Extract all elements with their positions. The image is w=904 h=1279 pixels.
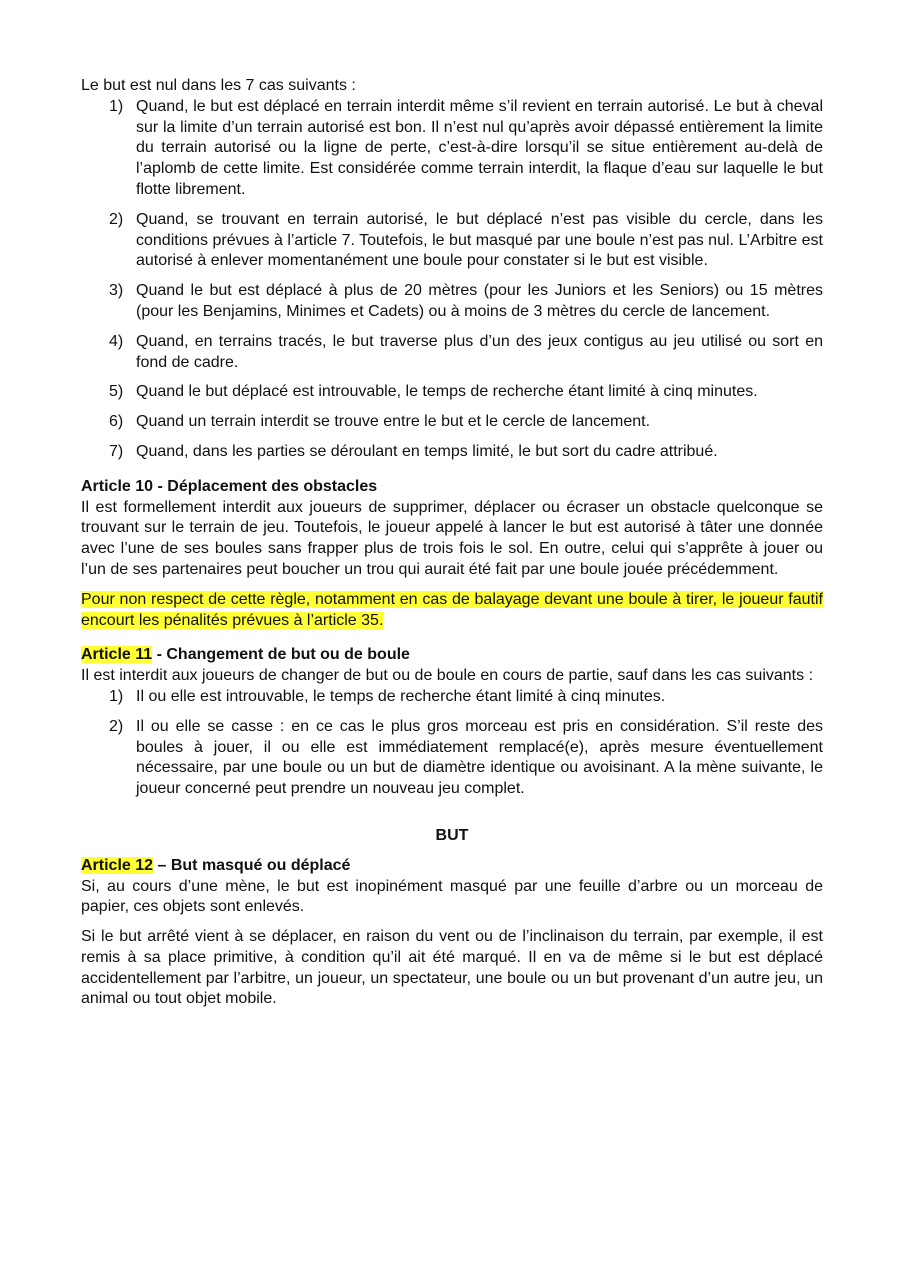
cases-list [81,97,823,463]
article-12-para-1: Si, au cours d’une mène, le but est inopinément masqué par une feuille d’arbre ou un morceau de papier, ces objets sont enlevés. [81,877,823,916]
list-item [81,442,823,463]
list-number: 3) [109,282,124,300]
list-item [81,382,823,403]
list-item [81,332,823,374]
list-text: Quand le but déplacé est introuvable, le temps de recherche étant limité à cinq minutes. [136,383,758,401]
list-item [81,97,823,201]
list-number: 1) [109,687,124,705]
article-10-note [81,590,823,632]
list-number: 2) [109,717,124,735]
list-number: 5) [109,383,124,401]
document-body [81,76,823,1010]
list-number: 6) [109,413,124,431]
article-11-body: Il est interdit aux joueurs de changer de but ou de boule en cours de partie, sauf dans les cas suivants : [81,667,814,685]
list-number: 7) [109,442,124,460]
article-12-heading: – But masqué ou déplacé [153,856,351,874]
list-text: Quand, en terrains tracés, le but traverse plus d’un des jeux contigus au jeu utilisé ou sort en fond de cadre. [136,332,823,371]
section-heading: BUT [435,826,469,844]
article-10-body: Il est formellement interdit aux joueurs de supprimer, déplacer ou écraser un obstacle quelconque se trouvant sur le terrain de jeu. Toutefois, le joueur appelé à lancer le but est autorisé à tâter une donnée avec l’une de ses boules sans frapper plus de trois fois le sol. En outre, celui qui s’apprête à jouer ou l’un de ses partenaires peut boucher un trou qui aurait été fait par une boule jouée précédemment. [81,498,823,578]
list-text: Il ou elle est introuvable, le temps de recherche étant limité à cinq minutes. [136,687,666,705]
list-text: Il ou elle se casse : en ce cas le plus gros morceau est pris en considération. S’il reste des boules à jouer, il ou elle est immédiatement remplacé(e), après mesure éventuellement nécessaire, par une boule ou un but de diamètre identique ou avoisinant. A la mène suivante, le joueur concerné peut prendre un nouveau jeu complet. [136,717,823,798]
list-text: Quand, le but est déplacé en terrain interdit même s’il revient en terrain autorisé. Le but à cheval sur la limite d’un terrain autorisé est bon. Il n’est nul qu’après avoir dépassé entièrement la limite du terrain autorisé ou la ligne de perte, c’est-à-dire lorsqu’il se situe entièrement au-delà de l’aplomb de cette limite. Est considérée comme terrain interdit, la flaque d’eau sur laquelle le but flotte librement. [136,97,823,198]
intro-text: Le but est nul dans les 7 cas suivants : [81,77,356,94]
article-11-number: Article 11 [81,646,153,664]
article-11-list [81,687,823,800]
article-11-title [81,645,823,666]
article-10-title: Article 10 - Déplacement des obstacles [81,477,378,495]
article-12-number: Article 12 [81,856,154,874]
list-item [81,210,823,272]
list-number: 1) [109,97,124,115]
list-text: Quand un terrain interdit se trouve entre le but et le cercle de lancement. [136,413,651,431]
list-number: 2) [109,210,124,228]
article-12-title [81,856,823,877]
list-item [81,687,823,708]
highlighted-text: Pour non respect de cette règle, notamment en cas de balayage devant une boule à tirer, le joueur fautif encourt les pénalités prévues à l’article 35. [81,590,823,629]
list-text: Quand, se trouvant en terrain autorisé, le but déplacé n’est pas visible du cercle, dans les conditions prévues à l’article 7. Toutefois, le but masqué par une boule n’est pas nul. L’Arbitre est autorisé à enlever momentanément une boule pour constater si le but est visible. [136,210,823,270]
article-12-para-2: Si le but arrêté vient à se déplacer, en raison du vent ou de l’inclinaison du terrain, par exemple, il est remis à sa place primitive, à condition qu’il ait été marqué. Il en va de même si le but est déplacé accidentellement par l’arbitre, un joueur, un spectateur, une boule ou un but provenant d’un autre jeu, un animal ou tout objet mobile. [81,928,823,1008]
list-number: 4) [109,332,124,350]
list-item [81,717,823,800]
list-text: Quand, dans les parties se déroulant en temps limité, le but sort du cadre attribué. [136,442,718,460]
list-text: Quand le but est déplacé à plus de 20 mètres (pour les Juniors et les Seniors) ou 15 mètres (pour les Benjamins, Minimes et Cadets) ou à moins de 3 mètres du cercle de lancement. [136,282,823,320]
list-item [81,412,823,433]
article-11-heading: - Changement de but ou de boule [152,646,410,664]
list-item [81,281,823,323]
